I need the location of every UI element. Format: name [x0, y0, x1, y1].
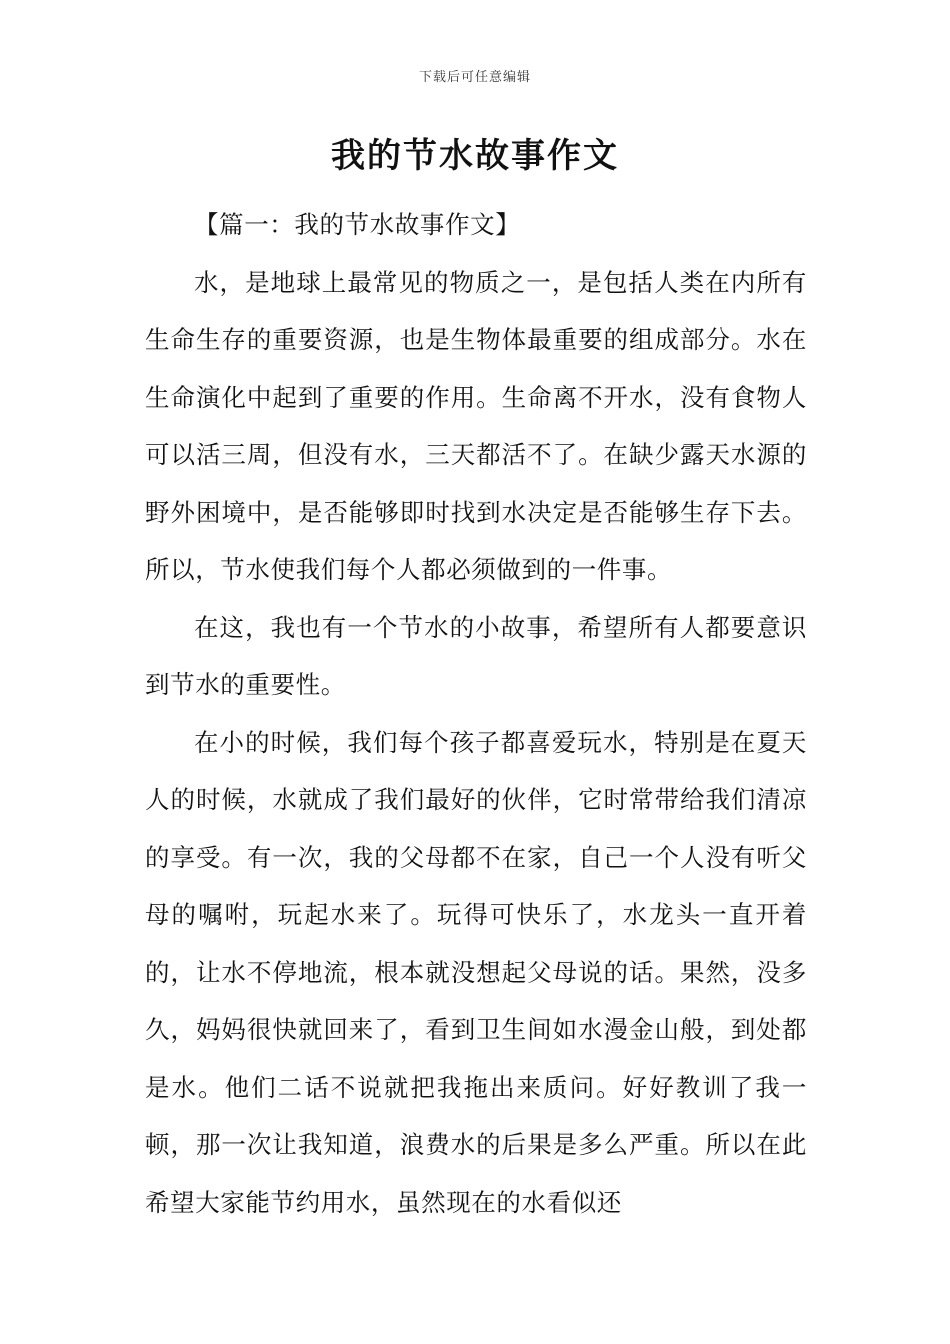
document-body	[145, 196, 807, 1231]
paragraph-3: 在小的时候，我们每个孩子都喜爱玩水，特别是在夏天人的时候，水就成了我们最好的伙伴，它时常带给我们清凉的享受。有一次，我的父母都不在家，自己一个人没有听父母的嘱咐，玩起水来了。玩得可快乐了，水龙头一直开着的，让水不停地流，根本就没想起父母说的话。果然，没多久，妈妈很快就回来了，看到卫生间如水漫金山般，到处都是水。他们二话不说就把我拖出来质问。好好教训了我一顿，那一次让我知道，浪费水的后果是多么严重。所以在此希望大家能节约用水，虽然现在的水看似还	[145, 727, 807, 1217]
section-heading: 【篇一：我的节水故事作文】	[194, 210, 521, 239]
document-title: 我的节水故事作文	[331, 136, 619, 176]
paragraph-2: 在这，我也有一个节水的小故事，希望所有人都要意识到节水的重要性。	[145, 612, 807, 699]
header-note: 下载后可任意编辑	[418, 70, 531, 85]
paragraph-1: 水，是地球上最常见的物质之一，是包括人类在内所有生命生存的重要资源，也是生物体最重要的组成部分。水在生命演化中起到了重要的作用。生命离不开水，没有食物人可以活三周，但没有水，三天都活不了。在缺少露天水源的野外困境中，是否能够即时找到水决定是否能够生存下去。所以，节水使我们每个人都必须做到的一件事。	[145, 267, 807, 584]
